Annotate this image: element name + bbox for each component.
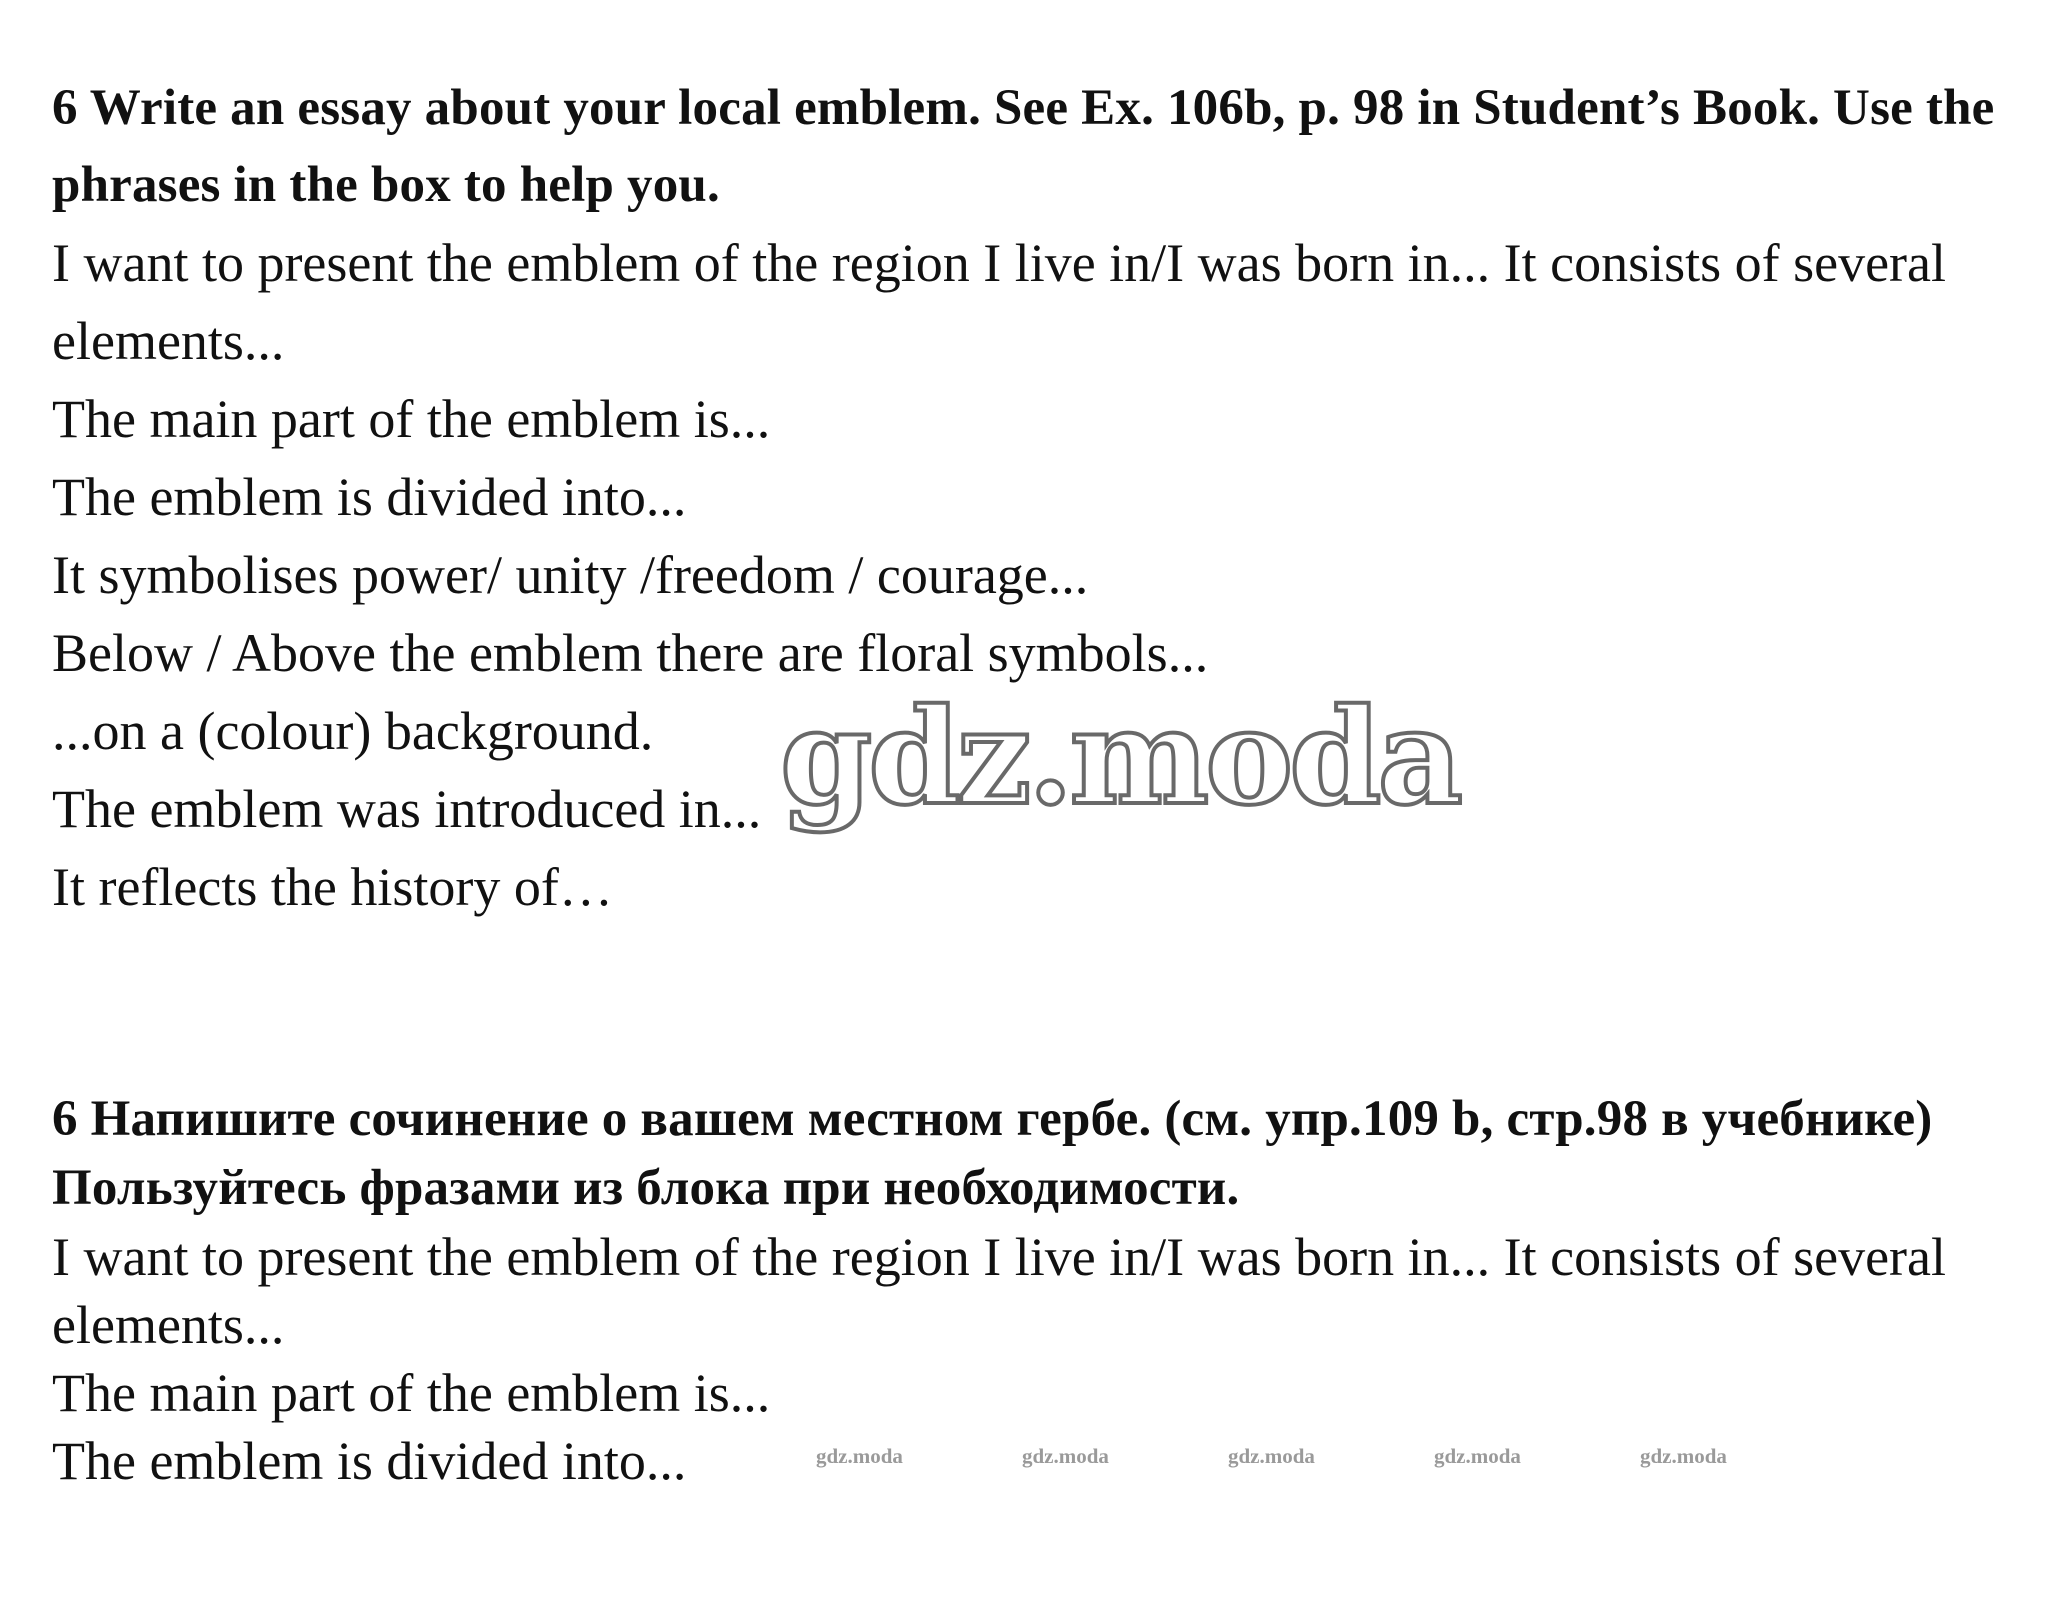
phrase-line: The emblem was introduced in... bbox=[52, 779, 762, 839]
phrase-line: The emblem is divided into... bbox=[52, 1431, 687, 1491]
watermark-small: gdz.moda bbox=[1640, 1444, 1727, 1468]
watermark-large: gdz.moda bbox=[780, 680, 1460, 835]
phrase-line: I want to present the emblem of the region I live in/I was born in... It consists of several elements... bbox=[52, 233, 1947, 371]
watermark-small: gdz.moda bbox=[1022, 1444, 1109, 1468]
watermark-row bbox=[816, 1444, 1776, 1474]
phrase-line: It reflects the history of… bbox=[52, 857, 613, 917]
watermark-small: gdz.moda bbox=[1228, 1444, 1315, 1468]
exercise-russian bbox=[52, 1085, 2012, 1495]
phrase-line: The main part of the emblem is... bbox=[52, 389, 771, 449]
phrase-line: ...on a (colour) background. bbox=[52, 701, 654, 761]
exercise-heading: 6 Write an essay about your local emblem. See Ex. 106b, p. 98 in Student’s Book. Use the phrases in the box to help you. bbox=[52, 80, 1995, 213]
phrase-line: The main part of the emblem is... bbox=[52, 1363, 771, 1423]
watermark-small: gdz.moda bbox=[1434, 1444, 1521, 1468]
phrase-line: The emblem is divided into... bbox=[52, 467, 687, 527]
exercise-heading: 6 Напишите сочинение о вашем местном гербе. (см. упр.109 b, стр.98 в учебнике) Пользуйтесь фразами из блока при необходимости. bbox=[52, 1091, 1933, 1216]
phrase-line: I want to present the emblem of the region I live in/I was born in... It consists of several elements... bbox=[52, 1227, 1947, 1355]
exercise-english bbox=[52, 70, 2012, 926]
watermark-small: gdz.moda bbox=[816, 1444, 903, 1468]
phrase-line: Below / Above the emblem there are floral symbols... bbox=[52, 623, 1209, 683]
phrase-line: It symbolises power/ unity /freedom / courage... bbox=[52, 545, 1089, 605]
